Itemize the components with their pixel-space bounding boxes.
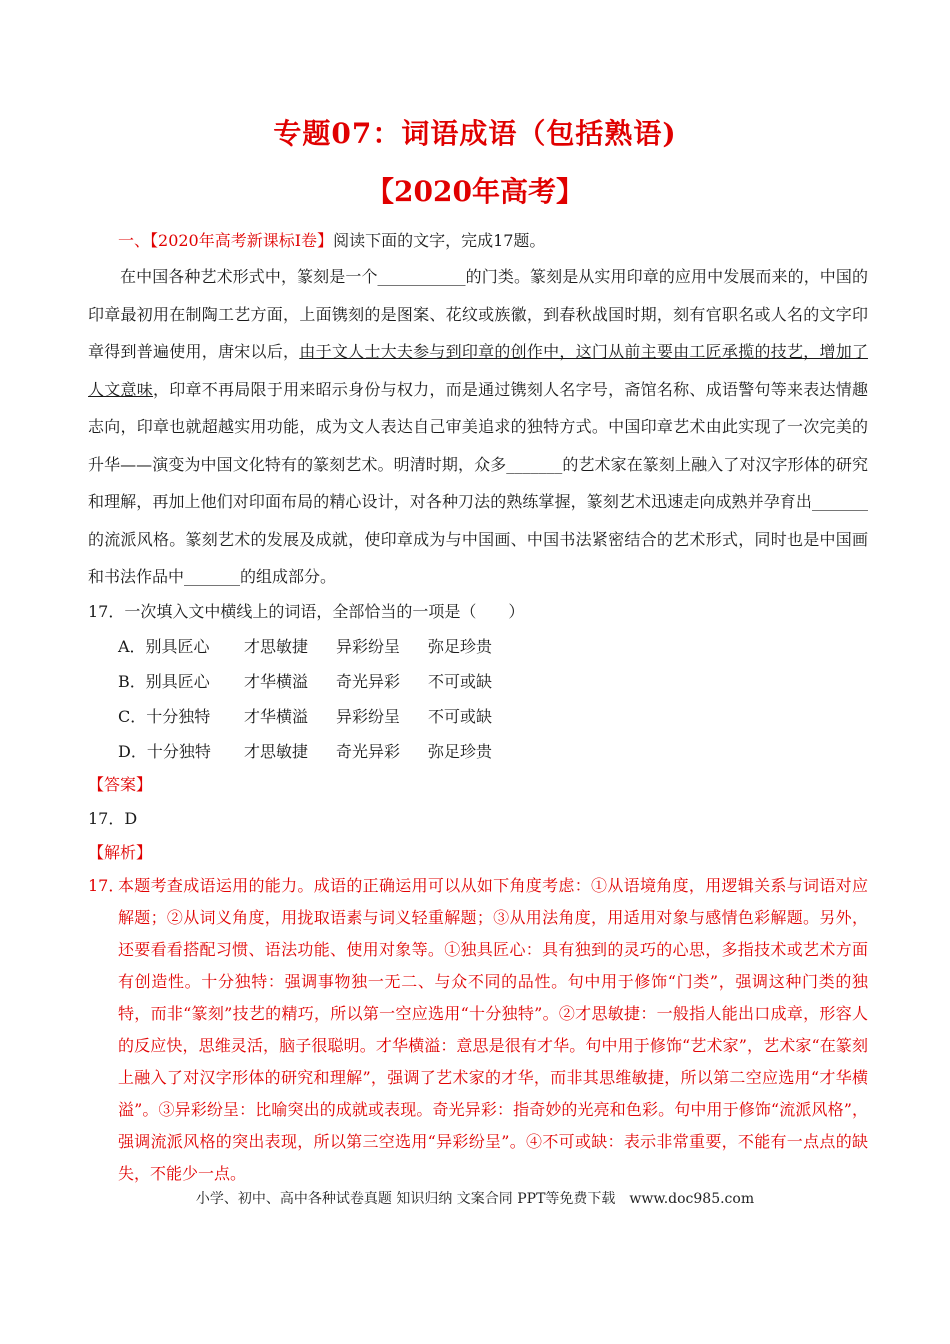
passage-part-1: 在中国各种艺术形式中，篆刻是一个___________的门类。篆刻是从实用印章的应用中发展而来的，中国的印章最初用在制陶工艺方面，上面镌刻的是图案、花纹或族徽，到春秋战国时期，刻有官职名或人名的文字印章得到普遍使用，唐宋以后，	[88, 267, 868, 361]
reading-passage	[88, 258, 868, 596]
analysis-block	[88, 870, 868, 1190]
section-heading	[88, 224, 868, 258]
section-instruction: 阅读下面的文字，完成17题。	[333, 231, 546, 250]
option-b	[118, 663, 868, 698]
option-b-word-2: 才华横溢	[244, 671, 309, 691]
section-source: 【2020年高考新课标Ⅰ卷】	[150, 231, 334, 250]
option-c	[118, 698, 868, 733]
option-a-word-2: 才思敏捷	[244, 636, 309, 656]
page-subtitle: 【2020年高考】	[366, 175, 584, 208]
option-b-word-4: 不可或缺	[428, 671, 493, 691]
option-d-word-4: 弥足珍贵	[428, 741, 493, 761]
content-area	[88, 224, 868, 1190]
option-a	[118, 628, 868, 663]
question-17: 17．一次填入文中横线上的词语，全部恰当的一项是（ ）	[88, 601, 525, 621]
passage-part-2: ，印章不再局限于用来昭示身份与权力，而是通过镌刻人名字号，斋馆名称、成语警句等来表达情趣志向，印章也就超越实用功能，成为文人表达自己审美追求的独特方式。中国印章艺术由此实现了一次完美的升华——演变为中国文化特有的篆刻艺术。明清时期，众多_______的艺术家在篆刻上融入了对汉字形体的研究和理解，再加上他们对印面布局的精心设计，对各种刀法的熟练掌握，篆刻艺术迅速走向成熟并孕育出_______的流派风格。篆刻艺术的发展及成就，使印章成为与中国画、中国书法紧密结合的艺术形式，同时也是中国画和书法作品中_______的组成部分。	[88, 379, 868, 586]
option-a-word-4: 弥足珍贵	[428, 636, 493, 656]
option-d-word-2: 才思敏捷	[244, 741, 309, 761]
passage-underlined-sentence: 由于文人士大夫参与到印章的创作中，这门从前主要由工匠承揽的技艺，增加了人文意味	[88, 342, 868, 399]
option-d-word-1: D．十分独特	[118, 741, 211, 761]
answer-value: 17．D	[88, 808, 138, 828]
section-prefix: 一、	[118, 231, 151, 250]
option-b-word-1: B．别具匠心	[118, 671, 210, 691]
question-options	[118, 628, 868, 768]
option-c-word-2: 才华横溢	[244, 706, 309, 726]
answer-label: 【答案】	[88, 774, 153, 794]
analysis-number: 17．	[88, 875, 125, 895]
option-d-word-3: 奇光异彩	[336, 741, 401, 761]
option-a-word-3: 异彩纷呈	[336, 636, 401, 656]
analysis-text: 本题考查成语运用的能力。成语的正确运用可以从如下角度考虑：①从语境角度，用逻辑关系与词语对应解题；②从词义角度，用拢取语素与词义轻重解题；③从用法角度，用适用对象与感情色彩解题。另外，还要看看搭配习惯、语法功能、使用对象等。①独具匠心：具有独到的灵巧的心思，多指技术或艺术方面有创造性。十分独特：强调事物独一无二、与众不同的品性。句中用于修饰“门类”，强调这种门类的独特，而非“篆刻”技艺的精巧，所以第一空应选用“十分独特”。②才思敏捷：一般指人能出口成章，形容人的反应快，思维灵活，脑子很聪明。才华横溢：意思是很有才华。句中用于修饰“艺术家”，艺术家“在篆刻上融入了对汉字形体的研究和理解”，强调了艺术家的才华，而非其思维敏捷，所以第二空应选用“才华横溢”。③异彩纷呈：比喻突出的成就或表现。奇光异彩：指奇妙的光亮和色彩。句中用于修饰“流派风格”，强调流派风格的突出表现，所以第三空选用“异彩纷呈”。④不可或缺：表示非常重要，不能有一点点的缺失，不能少一点。	[118, 875, 868, 1183]
option-c-word-1: C．十分独特	[118, 706, 211, 726]
option-b-word-3: 奇光异彩	[336, 671, 401, 691]
option-d	[118, 733, 868, 768]
analysis-label: 【解析】	[88, 842, 153, 862]
option-c-word-3: 异彩纷呈	[336, 706, 401, 726]
option-c-word-4: 不可或缺	[428, 706, 493, 726]
page-footer: 小学、初中、高中各种试卷真题 知识归纳 文案合同 PPT等免费下载 www.doc985.com	[195, 1191, 755, 1207]
option-a-word-1: A．别具匠心	[118, 636, 210, 656]
page-title: 专题07：词语成语（包括熟语)	[273, 117, 677, 150]
